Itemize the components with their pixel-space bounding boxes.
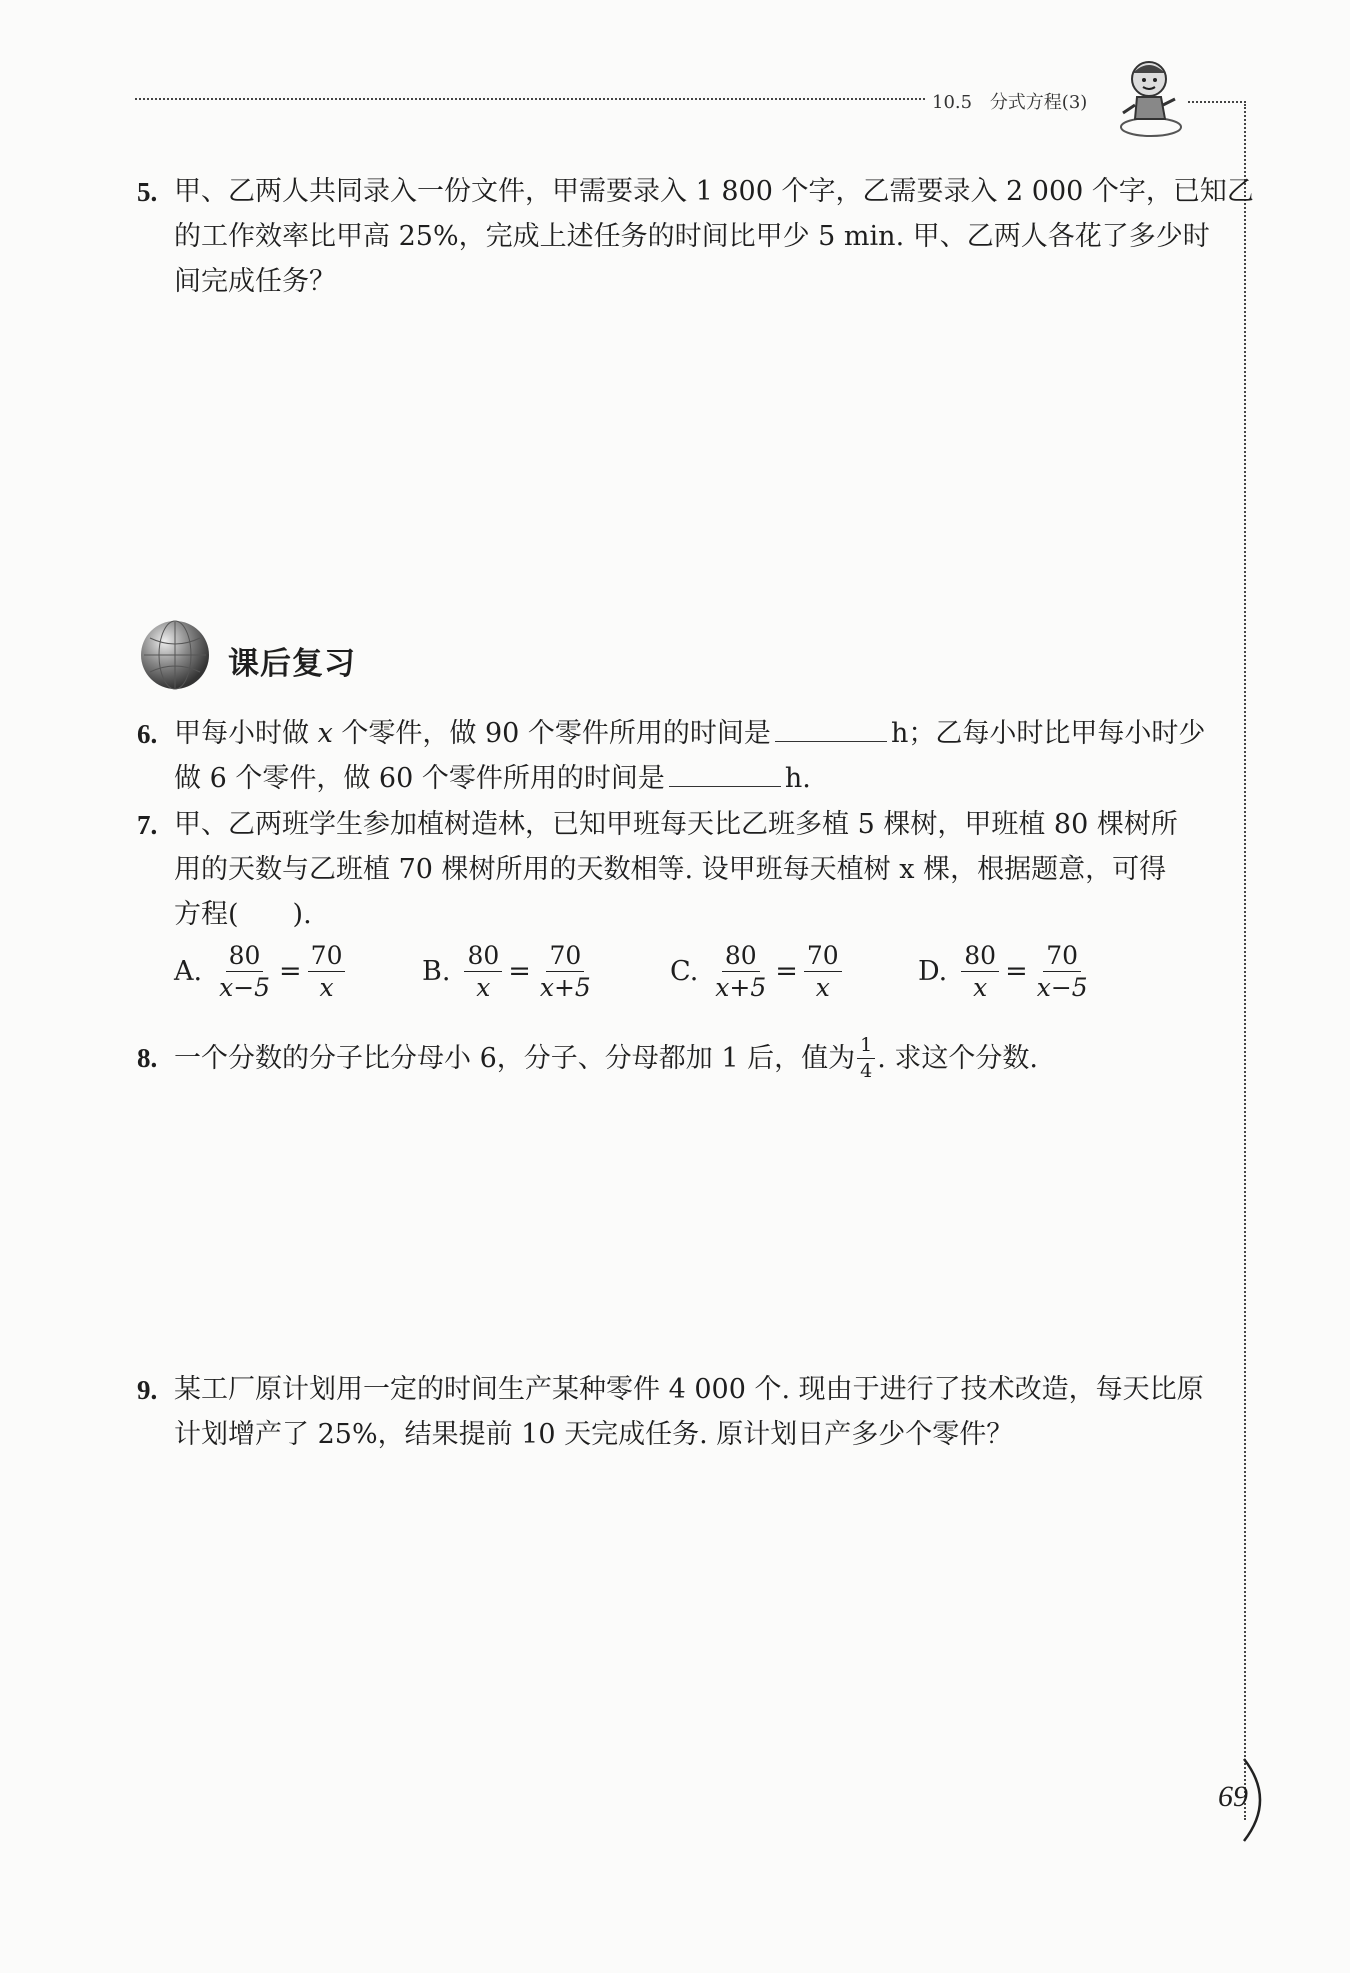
page-bracket-icon	[1240, 1755, 1280, 1845]
fraction: $\frac{70}{x}$	[804, 943, 842, 1000]
question-text: 方程( ).	[174, 899, 312, 930]
question-text: 某工厂原计划用一定的时间生产某种零件 4 000 个. 现由于进行了技术改造，每天比原	[174, 1374, 1204, 1405]
question-number: 6.	[137, 719, 158, 749]
question-text	[174, 1036, 1038, 1081]
question-number: 5.	[137, 177, 158, 207]
text-segment: h；乙每小时比甲每小时少	[890, 718, 1206, 749]
fraction: $\frac{80}{x+5}$	[715, 941, 767, 1002]
option-label: B.	[422, 955, 451, 987]
text-segment: . 求这个分数.	[877, 1042, 1038, 1074]
question-text: 用的天数与乙班植 70 棵树所用的天数相等. 设甲班每天植树 x 棵，根据题意，可得	[174, 854, 1167, 885]
globe-icon	[138, 618, 212, 692]
variable: x	[317, 718, 333, 749]
mascot-icon	[1115, 55, 1190, 140]
question-text: 甲、乙两人共同录入一份文件，甲需要录入 1 800 个字，乙需要录入 2 000 个字，已知乙	[174, 176, 1254, 207]
question-text: 间完成任务？	[174, 266, 336, 297]
option-label: A.	[174, 955, 203, 987]
page-number: 69	[1218, 1780, 1248, 1813]
question-text: 的工作效率比甲高 25%，完成上述任务的时间比甲少 5 min. 甲、乙两人各花了多少时	[174, 221, 1210, 252]
text-segment: 做 6 个零件，做 60 个零件所用的时间是	[174, 763, 665, 794]
question-text	[174, 712, 1205, 756]
header-section-number: 10.5	[932, 92, 973, 113]
question-9	[132, 1368, 1212, 1460]
fraction: $\frac{70}{x}$	[308, 943, 346, 1000]
option-label: D.	[918, 955, 948, 987]
question-number: 7.	[137, 810, 158, 840]
answer-blank[interactable]	[775, 713, 887, 742]
question-text: 计划增产了 25%，结果提前 10 天完成任务. 原计划日产多少个零件？	[174, 1419, 1014, 1450]
question-8	[132, 1032, 1212, 1088]
section-title: 课后复习	[228, 646, 356, 682]
fraction: $\frac{80}{x-5}$	[219, 941, 271, 1002]
options-row	[174, 943, 1174, 1009]
header-rule	[135, 98, 925, 100]
question-number: 8.	[137, 1043, 158, 1073]
question-5	[132, 170, 1254, 310]
option-c[interactable]: C. $\frac{80}{x+5}$ = $\frac{70}{x}$	[670, 943, 844, 1000]
question-number: 9.	[137, 1375, 158, 1405]
text-segment: 个零件，做 90 个零件所用的时间是	[332, 718, 771, 749]
fraction: $\frac{80}{x}$	[464, 943, 502, 1000]
question-6	[132, 712, 1212, 802]
option-label: C.	[670, 955, 699, 987]
header-rule-right	[1188, 101, 1246, 103]
option-b[interactable]: B. $\frac{80}{x}$ = $\frac{70}{x+5}$	[422, 943, 596, 1000]
fraction: $\frac{70}{x+5}$	[539, 941, 591, 1002]
text-segment: h.	[784, 763, 811, 794]
option-d[interactable]: D. $\frac{80}{x}$ = $\frac{70}{x-5}$	[918, 943, 1093, 1000]
answer-blank[interactable]	[669, 758, 781, 787]
fraction: $\frac{80}{x}$	[961, 943, 999, 1000]
fraction: $\frac{1}{4}$	[857, 1036, 875, 1081]
text-segment: 甲每小时做	[174, 718, 318, 749]
text-segment: 一个分数的分子比分母小 6，分子、分母都加 1 后，值为	[174, 1042, 856, 1074]
question-7	[132, 803, 1212, 1013]
right-margin-rule	[1244, 104, 1246, 1820]
header-section-title: 分式方程(3)	[989, 92, 1088, 113]
question-text: 甲、乙两班学生参加植树造林，已知甲班每天比乙班多植 5 棵树，甲班植 80 棵树所	[174, 809, 1178, 840]
option-a[interactable]: A. $\frac{80}{x-5}$ = $\frac{70}{x}$	[174, 943, 347, 1000]
header-section	[932, 88, 1087, 114]
fraction: $\frac{70}{x-5}$	[1036, 941, 1088, 1002]
question-text	[174, 757, 811, 801]
